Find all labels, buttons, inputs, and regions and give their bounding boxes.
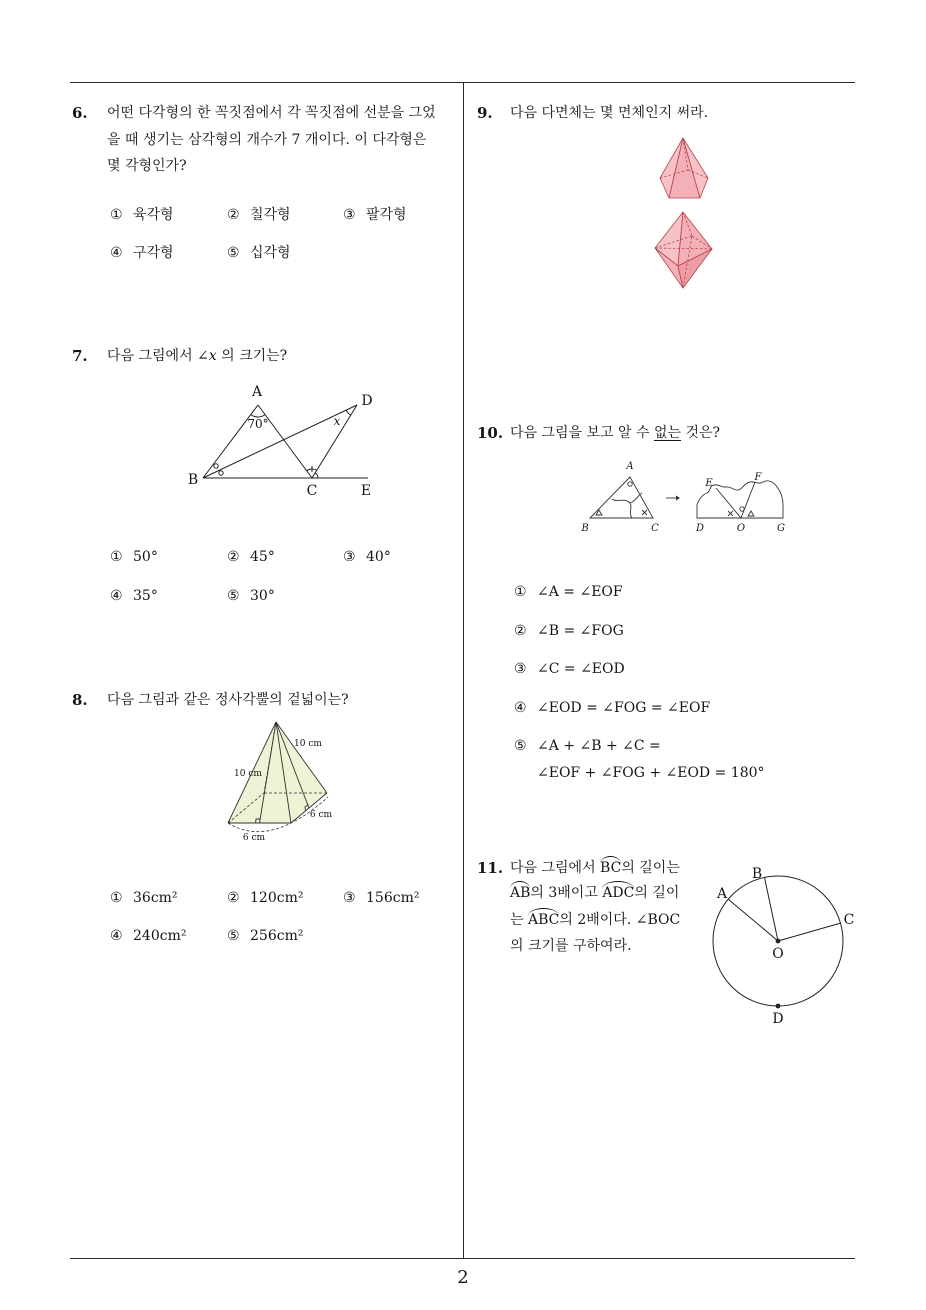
q7-prompt-var: x — [208, 348, 217, 364]
label-b: B — [187, 472, 199, 488]
ray-of — [741, 482, 755, 518]
q11-line-3 — [510, 910, 680, 930]
choice-mark: ② — [227, 890, 240, 906]
triangle-cut-lines — [612, 493, 642, 518]
page-number: 2 — [457, 1267, 469, 1288]
choice-mark: ① — [110, 890, 123, 906]
choice-mark: ① — [110, 207, 123, 223]
choice-mark: ③ — [343, 549, 356, 565]
choice-text: 팔각형 — [366, 207, 407, 223]
q7-choice-1 — [110, 547, 158, 567]
choice-text: 칠각형 — [250, 207, 291, 223]
choice-mark: ① — [514, 584, 527, 600]
q6-choice-5 — [227, 243, 291, 263]
arrow-head — [676, 496, 680, 501]
choice-mark: ⑤ — [227, 245, 240, 261]
q6-line-3: 몇 각형인가? — [107, 158, 187, 174]
q6-choice-4 — [110, 243, 174, 263]
q8-choice-5 — [227, 926, 303, 946]
label-d: D — [772, 1011, 784, 1027]
choice-text: ∠A + ∠B + ∠C = — [537, 738, 661, 754]
angle-b-mark-2 — [219, 471, 223, 475]
q8-choice-1 — [110, 888, 178, 908]
mark-circle-o — [740, 507, 744, 511]
label-e: E — [360, 483, 372, 499]
choice-text: 45° — [250, 549, 275, 565]
label-d: D — [695, 523, 705, 534]
choice-mark: ① — [110, 549, 123, 565]
q8-pyramid-figure — [222, 715, 347, 847]
segment-ac — [258, 405, 312, 478]
q10-choice-5 — [514, 736, 661, 756]
choice-text: 35° — [133, 588, 158, 604]
choice-mark: ⑤ — [514, 738, 527, 754]
q8-number: 8. — [72, 691, 88, 709]
label-angle-x: x — [333, 414, 341, 428]
q9-number: 9. — [477, 104, 493, 122]
q7-triangle-figure — [185, 380, 385, 502]
choice-text: 36cm² — [133, 890, 178, 906]
q7-choice-4 — [110, 586, 158, 606]
q8-choice-2 — [227, 888, 303, 908]
choice-text: 십각형 — [250, 245, 291, 261]
q10-choice-3 — [514, 659, 625, 679]
q10-choice-1 — [514, 582, 623, 602]
label-c: C — [651, 523, 659, 534]
choice-text: 50° — [133, 549, 158, 565]
choice-mark: ⑤ — [227, 588, 240, 604]
q10-triangle-cut-figure — [578, 455, 790, 535]
angle-c-arc-2 — [315, 473, 318, 478]
mark-cross-c — [642, 510, 647, 515]
choice-text: 256cm² — [250, 928, 304, 944]
point-d — [776, 1004, 781, 1009]
q6-choice-2 — [227, 205, 291, 225]
label-edge-10cm: 10 cm — [294, 739, 322, 749]
label-side-6cm-right: 6 cm — [309, 810, 333, 820]
q7-prompt — [107, 346, 287, 366]
label-e: E — [705, 478, 713, 489]
choice-mark: ④ — [110, 245, 123, 261]
angle-b-mark-1 — [214, 464, 218, 468]
bipyramid — [655, 212, 712, 288]
center-point-o — [776, 939, 781, 944]
arc-adc: ADC — [602, 885, 635, 901]
q10-choice-4 — [514, 698, 710, 718]
column-divider — [463, 82, 464, 1258]
q8-choice-4 — [110, 926, 186, 946]
q6-number: 6. — [72, 104, 88, 122]
q10-choice-2 — [514, 621, 624, 641]
q7-choice-3 — [343, 547, 391, 567]
q10-prompt-emphasis: 없는 — [653, 425, 682, 441]
q11-line-3-post: 의 2배이다. ∠BOC — [559, 912, 681, 928]
label-a: A — [716, 886, 728, 902]
q11-line-1 — [510, 858, 680, 878]
q11-number: 11. — [477, 859, 504, 877]
arc-bc: BC — [600, 860, 622, 876]
q7-prompt-post: 의 크기는? — [216, 348, 288, 364]
pentagonal-pyramid — [660, 138, 708, 198]
choice-text: 30° — [250, 588, 275, 604]
label-a: A — [626, 461, 634, 472]
choice-text: 40° — [366, 549, 391, 565]
label-f: F — [754, 472, 762, 483]
choice-text: ∠A = ∠EOF — [537, 584, 623, 600]
arc-abc: ABC — [527, 912, 560, 928]
label-height-10cm: 10 cm — [234, 769, 262, 779]
choice-mark: ④ — [110, 588, 123, 604]
choice-mark: ③ — [343, 207, 356, 223]
mark-circle-a — [628, 482, 632, 486]
ray-oe — [716, 488, 741, 518]
q10-prompt-post: 것은? — [681, 425, 721, 441]
q7-prompt-pre: 다음 그림에서 ∠ — [107, 348, 209, 364]
choice-mark: ⑤ — [227, 928, 240, 944]
choice-mark: ④ — [110, 928, 123, 944]
q10-choice-5-continuation: ∠EOF + ∠FOG + ∠EOD = 180° — [537, 765, 765, 781]
q9-polyhedra-figure — [650, 132, 720, 292]
label-side-6cm-front: 6 cm — [242, 833, 266, 843]
label-a: A — [251, 384, 263, 400]
q7-choice-2 — [227, 547, 275, 567]
choice-mark: ② — [227, 207, 240, 223]
q10-prompt — [510, 423, 720, 443]
mark-triangle-o — [748, 511, 754, 516]
choice-mark: ③ — [343, 890, 356, 906]
choice-text: 120cm² — [250, 890, 304, 906]
radius-oc — [778, 923, 841, 941]
choice-text: 육각형 — [133, 207, 174, 223]
label-o: O — [772, 946, 784, 962]
q6-line-2: 을 때 생기는 삼각형의 개수가 7 개이다. 이 다각형은 — [107, 132, 427, 148]
q10-prompt-pre: 다음 그림을 보고 알 수 — [510, 425, 654, 441]
q9-prompt: 다음 다면체는 몇 면체인지 써라. — [510, 105, 709, 121]
arc-ab: AB — [510, 885, 531, 901]
q6-line-1: 어떤 다각형의 한 꼭짓점에서 각 꼭짓점에 선분을 그었 — [107, 105, 436, 121]
q6-choice-3 — [343, 205, 407, 225]
mark-cross-o — [728, 511, 733, 516]
choice-text: ∠EOD = ∠FOG = ∠EOF — [537, 700, 711, 716]
angle-d-arc — [346, 410, 351, 415]
q11-circle-figure — [705, 858, 860, 1026]
choice-text: ∠C = ∠EOD — [537, 661, 625, 677]
q7-choice-5 — [227, 586, 275, 606]
choice-mark: ③ — [514, 661, 527, 677]
q10-number: 10. — [477, 424, 504, 442]
q8-choice-3 — [343, 888, 419, 908]
choice-mark: ② — [227, 549, 240, 565]
q6-choice-1 — [110, 205, 174, 225]
choice-mark: ② — [514, 623, 527, 639]
choice-text: 156cm² — [366, 890, 420, 906]
q11-line-1-post: 의 길이는 — [621, 860, 680, 876]
q8-prompt: 다음 그림과 같은 정사각뿔의 겉넓이는? — [107, 692, 349, 708]
q11-line-2 — [510, 883, 679, 903]
q11-line-4: 의 크기를 구하여라. — [510, 938, 632, 954]
label-g: G — [777, 523, 785, 534]
choice-text: 구각형 — [133, 245, 174, 261]
bottom-rule — [70, 1258, 855, 1259]
choice-mark: ④ — [514, 700, 527, 716]
label-angle-70: 70° — [247, 417, 269, 431]
segment-ba — [203, 405, 258, 478]
label-c: C — [843, 912, 855, 928]
q11-line-3-pre: 는 — [510, 912, 528, 928]
q11-line-2-post: 의 길이 — [634, 885, 680, 901]
q11-line-1-pre: 다음 그림에서 — [510, 860, 601, 876]
choice-text: ∠B = ∠FOG — [537, 623, 624, 639]
label-o: O — [736, 523, 746, 534]
label-c: C — [306, 483, 318, 499]
label-d: D — [361, 393, 373, 409]
label-b: B — [581, 523, 589, 534]
label-b: B — [751, 866, 763, 882]
q11-line-2-mid: 의 3배이고 — [530, 885, 603, 901]
q7-number: 7. — [72, 347, 88, 365]
choice-text: 240cm² — [133, 928, 187, 944]
